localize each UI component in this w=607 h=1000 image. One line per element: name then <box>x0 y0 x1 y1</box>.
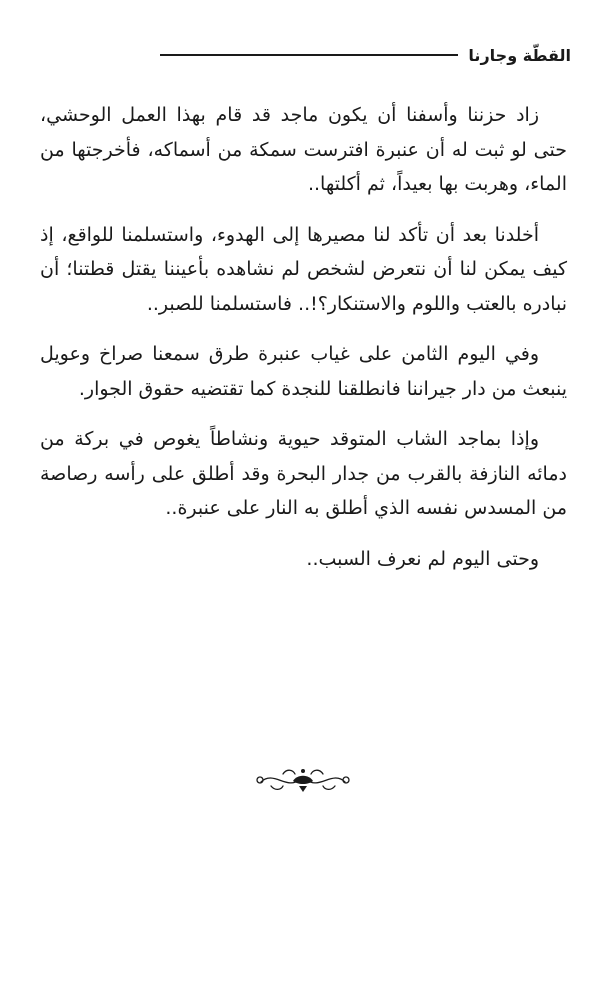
body-text <box>40 98 567 592</box>
running-header <box>160 40 571 70</box>
chapter-title: القطّة وجارنا <box>468 45 571 65</box>
floral-divider-icon <box>253 760 353 800</box>
paragraph-2: أخلدنا بعد أن تأكد لنا مصيرها إلى الهدوء، واستسلمنا للواقع، إذ كيف يمكن لنا أن نتعرض لشخص لم نشاهده بأعيننا يقتل قطتنا؛ أن نبادره بالعتب واللوم والاستنكار؟!.. فاستسلمنا للصبر.. <box>40 223 567 315</box>
paragraph-5: وحتى اليوم لم نعرف السبب.. <box>306 547 539 570</box>
paragraph-4: وإذا بماجد الشاب المتوقد حيوية ونشاطاً يغوص في بركة من دمائه النازفة بالقرب من جدار البحرة وقد أطلق على رأسه رصاصة من المسدس نفسه الذي أطلق به النار على عنبرة.. <box>40 428 567 519</box>
paragraph-1: زاد حزننا وأسفنا أن يكون ماجد قد قام بهذا العمل الوحشي، حتى لو ثبت له أن عنبرة افترست سمكة من أسماكه، فأخرجتها من الماء، وهربت بها بعيداً، ثم أكلتها.. <box>40 104 567 195</box>
paragraph-3: وفي اليوم الثامن على غياب عنبرة طرق سمعنا صراخ وعويل ينبعث من دار جيراننا فانطلقنا للنجدة كما تقتضيه حقوق الجوار. <box>40 343 567 400</box>
header-rule <box>160 54 458 56</box>
